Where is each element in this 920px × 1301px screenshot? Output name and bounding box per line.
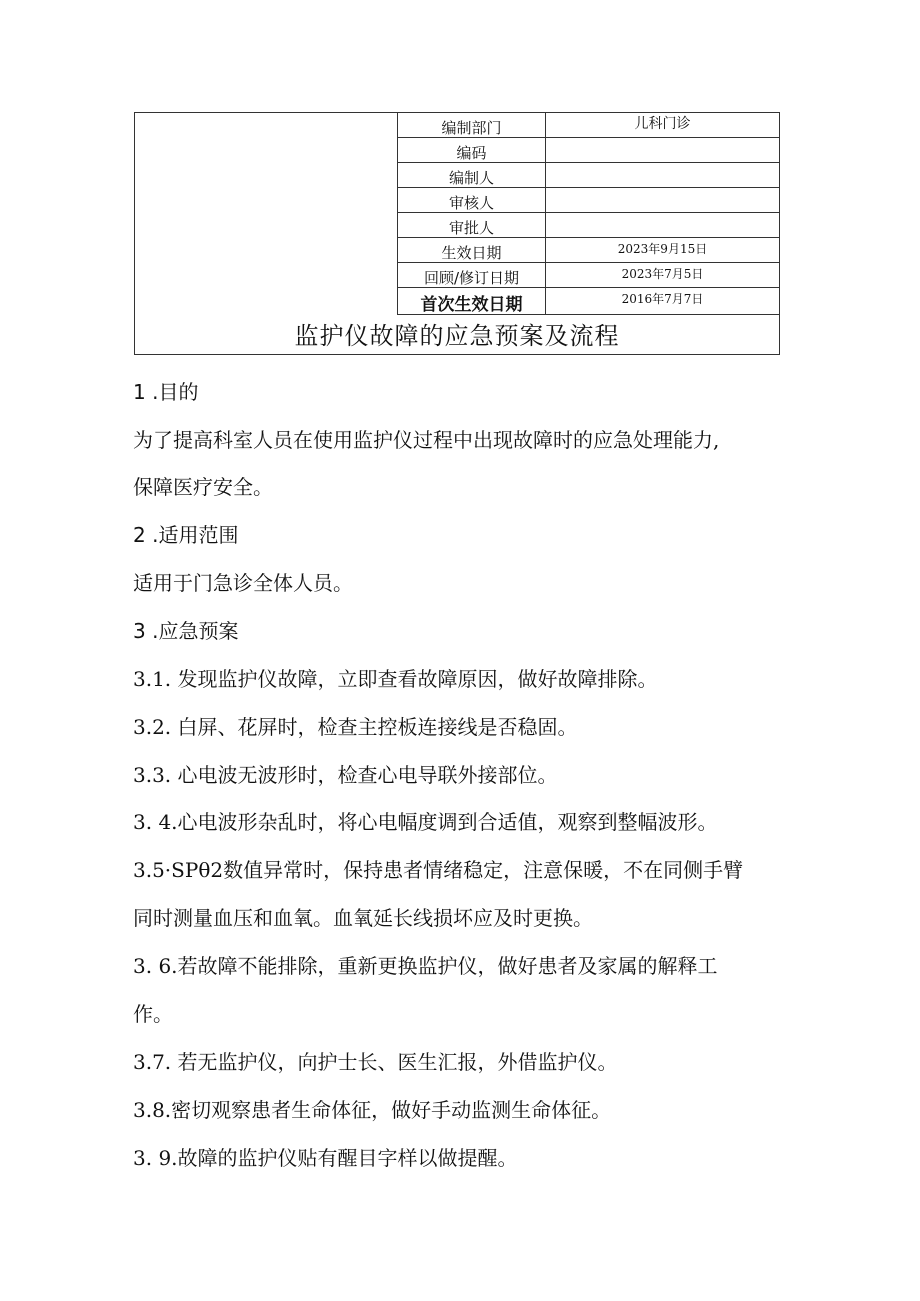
header-value xyxy=(546,213,779,237)
header-value xyxy=(546,138,779,162)
header-row-code xyxy=(398,138,779,163)
header-table xyxy=(134,112,780,355)
header-label: 审批人 xyxy=(398,213,546,237)
section-1-line-2: 保障医疗安全。 xyxy=(133,475,273,499)
header-value: 儿科门诊 xyxy=(634,116,691,132)
header-label: 编制部门 xyxy=(398,113,546,137)
logo-area xyxy=(135,113,398,315)
header-row-revision-date xyxy=(398,263,779,288)
list-item: 3. 6.若故障不能排除，重新更换监护仪，做好患者及家属的解释工 xyxy=(133,954,718,978)
list-item: 3.8.密切观察患者生命体征，做好手动监测生命体征。 xyxy=(133,1098,612,1122)
header-row-effective-date xyxy=(398,238,779,263)
header-value: 2016年7月7日 xyxy=(621,292,704,306)
header-label: 首次生效日期 xyxy=(398,288,546,314)
header-label: 编码 xyxy=(398,138,546,162)
list-item: 3. 9.故障的监护仪贴有醒目字样以做提醒。 xyxy=(133,1146,518,1170)
header-row-approver xyxy=(398,213,779,238)
section-1-title: 1 .目的 xyxy=(133,380,199,404)
list-item-continuation: 同时测量血压和血氧。血氧延长线损坏应及时更换。 xyxy=(133,906,593,930)
header-label: 回顾/修订日期 xyxy=(398,263,546,287)
header-value xyxy=(546,188,779,212)
header-row-first-effective-date xyxy=(398,288,779,315)
header-rows xyxy=(398,113,779,315)
header-row-reviewer xyxy=(398,188,779,213)
header-label: 生效日期 xyxy=(398,238,546,262)
header-row-author xyxy=(398,163,779,188)
list-item: 3. 4.心电波形杂乱时，将心电幅度调到合适值，观察到整幅波形。 xyxy=(133,810,718,834)
list-item: 3.3. 心电波无波形时，检查心电导联外接部位。 xyxy=(133,763,558,787)
header-value: 2023年7月5日 xyxy=(621,267,704,281)
section-1-line-1: 为了提高科室人员在使用监护仪过程中出现故障时的应急处理能力, xyxy=(133,428,720,452)
document-title: 监护仪故障的应急预案及流程 xyxy=(294,322,620,350)
section-2-line-1: 适用于门急诊全体人员。 xyxy=(133,571,353,595)
list-item: 3.7. 若无监护仪，向护士长、医生汇报，外借监护仪。 xyxy=(133,1050,618,1074)
list-item-continuation: 作。 xyxy=(133,1002,173,1026)
list-item: 3.5·SPθ2数值异常时，保持患者情绪稳定，注意保暖，不在同侧手臂 xyxy=(133,858,744,882)
header-label: 编制人 xyxy=(398,163,546,187)
list-item: 3.1. 发现监护仪故障，立即查看故障原因，做好故障排除。 xyxy=(133,667,658,691)
header-value: 2023年9月15日 xyxy=(617,242,708,256)
header-value xyxy=(546,163,779,187)
section-3-title: 3 .应急预案 xyxy=(133,619,239,643)
header-row-department xyxy=(398,113,779,138)
list-item: 3.2. 白屏、花屏时，检查主控板连接线是否稳固。 xyxy=(133,715,578,739)
section-2-title: 2 .适用范围 xyxy=(133,523,239,547)
header-label: 审核人 xyxy=(398,188,546,212)
